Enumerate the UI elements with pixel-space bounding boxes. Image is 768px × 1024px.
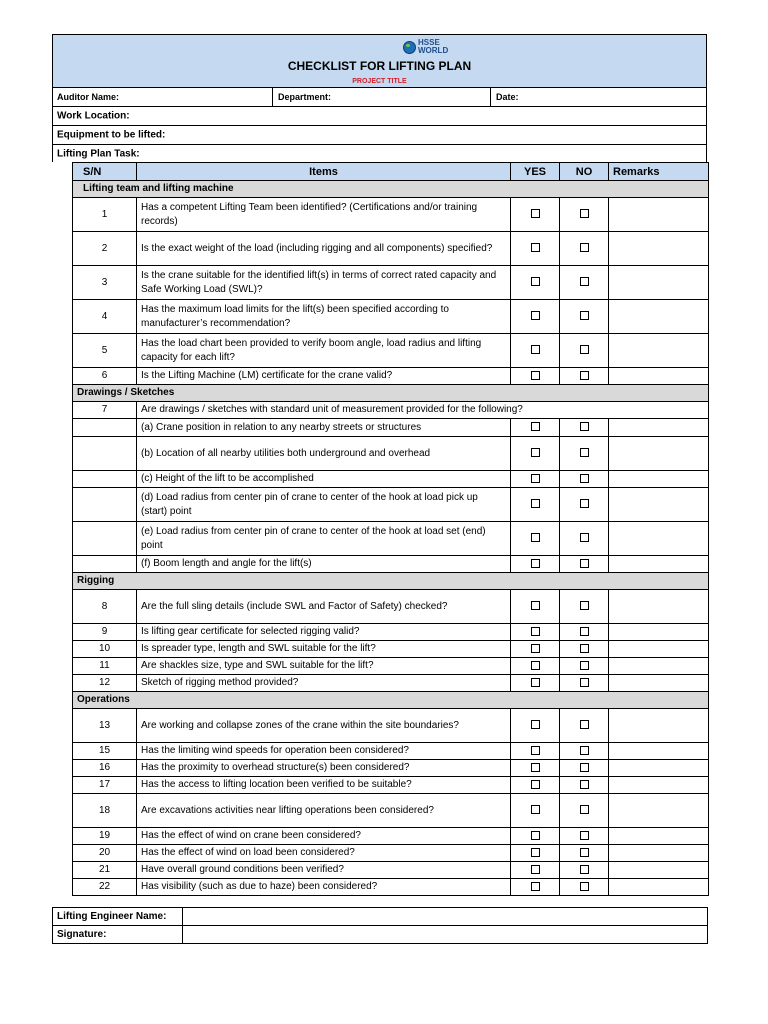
yes-checkbox[interactable] (531, 627, 540, 636)
yes-checkbox[interactable] (531, 865, 540, 874)
auditor-name-label: Auditor Name: (57, 92, 120, 102)
row-sn: 9 (73, 624, 137, 641)
table-row (73, 641, 709, 658)
no-checkbox[interactable] (580, 865, 589, 874)
table-row (73, 828, 709, 845)
yes-checkbox[interactable] (531, 746, 540, 755)
remarks-field[interactable] (609, 794, 709, 828)
no-cell (560, 266, 609, 300)
column-sn: S/N (73, 163, 137, 181)
yes-checkbox[interactable] (531, 311, 540, 320)
yes-cell (511, 556, 560, 573)
no-cell (560, 522, 609, 556)
no-cell (560, 760, 609, 777)
document-header (52, 34, 707, 88)
row-item-text: Is the crane suitable for the identified lift(s) in terms of correct rated capacity and Safe Working Load (SWL)? (137, 266, 511, 300)
no-cell (560, 777, 609, 794)
no-checkbox[interactable] (580, 746, 589, 755)
yes-checkbox[interactable] (531, 474, 540, 483)
row-sn (73, 556, 137, 573)
yes-cell (511, 641, 560, 658)
row-sn: 8 (73, 590, 137, 624)
row-sn: 2 (73, 232, 137, 266)
yes-cell (511, 760, 560, 777)
no-cell (560, 709, 609, 743)
no-checkbox[interactable] (580, 533, 589, 542)
row-sn: 17 (73, 777, 137, 794)
equipment-row (52, 126, 707, 145)
remarks-field[interactable] (609, 368, 709, 385)
table-row (73, 777, 709, 794)
remarks-field[interactable] (609, 845, 709, 862)
table-row (73, 624, 709, 641)
no-cell (560, 556, 609, 573)
no-checkbox[interactable] (580, 661, 589, 670)
yes-cell (511, 266, 560, 300)
row-sn (73, 419, 137, 437)
column-yes: YES (511, 163, 560, 181)
remarks-field[interactable] (609, 709, 709, 743)
table-row (73, 198, 709, 232)
row-sn: 1 (73, 198, 137, 232)
row-sn (73, 471, 137, 488)
table-row (73, 334, 709, 368)
row-sn: 18 (73, 794, 137, 828)
no-checkbox[interactable] (580, 848, 589, 857)
row-sn (73, 488, 137, 522)
row-item-text: (b) Location of all nearby utilities both underground and overhead (137, 437, 511, 471)
no-cell (560, 368, 609, 385)
yes-cell (511, 879, 560, 896)
yes-checkbox[interactable] (531, 559, 540, 568)
remarks-field[interactable] (609, 419, 709, 437)
remarks-field[interactable] (609, 624, 709, 641)
remarks-field[interactable] (609, 658, 709, 675)
yes-cell (511, 198, 560, 232)
yes-checkbox[interactable] (531, 678, 540, 687)
remarks-field[interactable] (609, 471, 709, 488)
project-title: PROJECT TITLE (352, 78, 407, 85)
no-checkbox[interactable] (580, 243, 589, 252)
table-row (73, 402, 709, 419)
checklist-body (73, 181, 709, 896)
row-item-text: Have overall ground conditions been verified? (137, 862, 511, 879)
table-row (73, 658, 709, 675)
yes-checkbox[interactable] (531, 448, 540, 457)
no-cell (560, 879, 609, 896)
column-items: Items (137, 163, 511, 181)
row-item-text: Sketch of rigging method provided? (137, 675, 511, 692)
no-checkbox[interactable] (580, 678, 589, 687)
logo-line-1: HSSE (418, 38, 440, 47)
table-row (73, 471, 709, 488)
row-item-text: Has the proximity to overhead structure(s) been considered? (137, 760, 511, 777)
no-checkbox[interactable] (580, 601, 589, 610)
row-item-text: (c) Height of the lift to be accomplished (137, 471, 511, 488)
table-row (73, 845, 709, 862)
yes-cell (511, 522, 560, 556)
yes-checkbox[interactable] (531, 422, 540, 431)
yes-checkbox[interactable] (531, 533, 540, 542)
row-item-text: Has the load chart been provided to verify boom angle, load radius and lifting capacity for each lift? (137, 334, 511, 368)
no-cell (560, 232, 609, 266)
row-sn: 22 (73, 879, 137, 896)
no-checkbox[interactable] (580, 720, 589, 729)
table-row (73, 488, 709, 522)
section-header-row (73, 573, 709, 590)
row-sn: 12 (73, 675, 137, 692)
row-item-text: Is lifting gear certificate for selected rigging valid? (137, 624, 511, 641)
table-row (73, 266, 709, 300)
remarks-field[interactable] (609, 488, 709, 522)
remarks-field[interactable] (609, 198, 709, 232)
row-sn: 11 (73, 658, 137, 675)
section-title: Operations (73, 692, 709, 709)
table-row (73, 709, 709, 743)
table-row (73, 760, 709, 777)
row-sn: 6 (73, 368, 137, 385)
remarks-field[interactable] (609, 641, 709, 658)
yes-checkbox[interactable] (531, 345, 540, 354)
yes-checkbox[interactable] (531, 601, 540, 610)
logo-line-2: WORLD (418, 46, 449, 55)
lifting-engineer-field[interactable] (183, 908, 708, 926)
signoff-table (52, 907, 708, 944)
yes-checkbox[interactable] (531, 805, 540, 814)
row-item-text: Is the exact weight of the load (including rigging and all components) specified? (137, 232, 511, 266)
yes-cell (511, 471, 560, 488)
table-header-row (73, 163, 709, 181)
yes-checkbox[interactable] (531, 780, 540, 789)
engineer-row (53, 908, 708, 926)
yes-checkbox[interactable] (531, 277, 540, 286)
remarks-field[interactable] (609, 760, 709, 777)
no-checkbox[interactable] (580, 371, 589, 380)
remarks-field[interactable] (609, 334, 709, 368)
section-title: Lifting team and lifting machine (73, 181, 709, 198)
auditor-row (52, 88, 707, 107)
row-item-text: Has a competent Lifting Team been identified? (Certifications and/or training records) (137, 198, 511, 232)
remarks-field[interactable] (609, 300, 709, 334)
table-row (73, 419, 709, 437)
work-location-row (52, 107, 707, 126)
no-checkbox[interactable] (580, 780, 589, 789)
table-row (73, 556, 709, 573)
row-item-text: Are the full sling details (include SWL and Factor of Safety) checked? (137, 590, 511, 624)
no-checkbox[interactable] (580, 209, 589, 218)
no-cell (560, 300, 609, 334)
no-cell (560, 419, 609, 437)
yes-cell (511, 300, 560, 334)
yes-checkbox[interactable] (531, 763, 540, 772)
row-item-text: Are excavations activities near lifting operations been considered? (137, 794, 511, 828)
row-item-text: Has the maximum load limits for the lift(s) been specified according to manufacturer’s recommendation? (137, 300, 511, 334)
yes-checkbox[interactable] (531, 209, 540, 218)
no-cell (560, 471, 609, 488)
row-item-text: Has the effect of wind on load been considered? (137, 845, 511, 862)
row-item-text: Has the access to lifting location been verified to be suitable? (137, 777, 511, 794)
no-checkbox[interactable] (580, 474, 589, 483)
yes-cell (511, 675, 560, 692)
document-title: CHECKLIST FOR LIFTING PLAN (287, 59, 472, 73)
no-cell (560, 658, 609, 675)
table-row (73, 794, 709, 828)
no-checkbox[interactable] (580, 499, 589, 508)
row-sn: 10 (73, 641, 137, 658)
section-title: Rigging (73, 573, 709, 590)
no-cell (560, 334, 609, 368)
yes-cell (511, 777, 560, 794)
no-checkbox[interactable] (580, 311, 589, 320)
table-row (73, 368, 709, 385)
checklist-table (72, 162, 709, 896)
yes-cell (511, 437, 560, 471)
yes-checkbox[interactable] (531, 848, 540, 857)
divider (272, 88, 273, 106)
no-cell (560, 437, 609, 471)
table-row (73, 879, 709, 896)
remarks-field[interactable] (609, 266, 709, 300)
remarks-field[interactable] (609, 437, 709, 471)
department-label: Department: (278, 92, 332, 102)
column-no: NO (560, 163, 609, 181)
table-row (73, 300, 709, 334)
divider (490, 88, 491, 106)
table-row (73, 522, 709, 556)
no-cell (560, 590, 609, 624)
no-checkbox[interactable] (580, 277, 589, 286)
yes-cell (511, 709, 560, 743)
no-checkbox[interactable] (580, 422, 589, 431)
row-sn: 5 (73, 334, 137, 368)
row-sn: 16 (73, 760, 137, 777)
yes-checkbox[interactable] (531, 243, 540, 252)
task-row (52, 145, 707, 162)
no-cell (560, 675, 609, 692)
signature-label: Signature: (53, 926, 183, 944)
yes-checkbox[interactable] (531, 499, 540, 508)
yes-cell (511, 845, 560, 862)
yes-cell (511, 334, 560, 368)
row-sn (73, 522, 137, 556)
yes-cell (511, 419, 560, 437)
hsse-world-logo (403, 38, 448, 56)
row-sn: 20 (73, 845, 137, 862)
yes-cell (511, 743, 560, 760)
remarks-field[interactable] (609, 556, 709, 573)
no-checkbox[interactable] (580, 805, 589, 814)
yes-checkbox[interactable] (531, 371, 540, 380)
yes-cell (511, 828, 560, 845)
yes-cell (511, 658, 560, 675)
no-checkbox[interactable] (580, 345, 589, 354)
yes-checkbox[interactable] (531, 720, 540, 729)
work-location-label: Work Location: (57, 110, 130, 122)
no-checkbox[interactable] (580, 882, 589, 891)
row-item-text: (e) Load radius from center pin of crane to center of the hook at load set (end) point (137, 522, 511, 556)
row-sn: 3 (73, 266, 137, 300)
column-remarks: Remarks (609, 163, 709, 181)
remarks-field[interactable] (609, 777, 709, 794)
row-sn (73, 437, 137, 471)
no-cell (560, 828, 609, 845)
row-item-text: (f) Boom length and angle for the lift(s) (137, 556, 511, 573)
row-item-text: Is spreader type, length and SWL suitable for the lift? (137, 641, 511, 658)
yes-cell (511, 590, 560, 624)
remarks-field[interactable] (609, 743, 709, 760)
remarks-field[interactable] (609, 862, 709, 879)
yes-cell (511, 232, 560, 266)
table-row (73, 232, 709, 266)
yes-cell (511, 488, 560, 522)
yes-checkbox[interactable] (531, 882, 540, 891)
date-label: Date: (496, 92, 519, 102)
row-sn: 19 (73, 828, 137, 845)
row-sn: 21 (73, 862, 137, 879)
yes-checkbox[interactable] (531, 661, 540, 670)
globe-icon (403, 41, 416, 54)
section-header-row (73, 385, 709, 402)
row-sn: 4 (73, 300, 137, 334)
yes-checkbox[interactable] (531, 644, 540, 653)
row-sn: 7 (73, 402, 137, 419)
table-row (73, 437, 709, 471)
table-row (73, 743, 709, 760)
no-cell (560, 641, 609, 658)
yes-cell (511, 624, 560, 641)
no-checkbox[interactable] (580, 763, 589, 772)
no-cell (560, 624, 609, 641)
remarks-field[interactable] (609, 828, 709, 845)
no-checkbox[interactable] (580, 831, 589, 840)
row-item-text: Has visibility (such as due to haze) been considered? (137, 879, 511, 896)
section-header-row (73, 181, 709, 198)
no-checkbox[interactable] (580, 627, 589, 636)
no-cell (560, 198, 609, 232)
table-row (73, 675, 709, 692)
signature-row (53, 926, 708, 944)
no-checkbox[interactable] (580, 644, 589, 653)
row-item-text: Are working and collapse zones of the crane within the site boundaries? (137, 709, 511, 743)
row-sn: 13 (73, 709, 137, 743)
yes-checkbox[interactable] (531, 831, 540, 840)
signature-field[interactable] (183, 926, 708, 944)
no-cell (560, 862, 609, 879)
section-title: Drawings / Sketches (73, 385, 709, 402)
remarks-field[interactable] (609, 232, 709, 266)
row-item-text: (a) Crane position in relation to any nearby streets or structures (137, 419, 511, 437)
no-checkbox[interactable] (580, 559, 589, 568)
row-item-text: Has the effect of wind on crane been considered? (137, 828, 511, 845)
row-sn: 15 (73, 743, 137, 760)
remarks-field[interactable] (609, 522, 709, 556)
remarks-field[interactable] (609, 879, 709, 896)
yes-cell (511, 368, 560, 385)
no-cell (560, 845, 609, 862)
yes-cell (511, 862, 560, 879)
section-header-row (73, 692, 709, 709)
table-row (73, 590, 709, 624)
row-item-text: (d) Load radius from center pin of crane to center of the hook at load pick up (start) point (137, 488, 511, 522)
lifting-plan-task-label: Lifting Plan Task: (57, 148, 140, 159)
no-cell (560, 743, 609, 760)
row-item-text: Are drawings / sketches with standard unit of measurement provided for the following? (137, 402, 709, 419)
table-row (73, 862, 709, 879)
no-checkbox[interactable] (580, 448, 589, 457)
no-cell (560, 794, 609, 828)
row-item-text: Has the limiting wind speeds for operation been considered? (137, 743, 511, 760)
equipment-label: Equipment to be lifted: (57, 129, 166, 141)
row-item-text: Is the Lifting Machine (LM) certificate for the crane valid? (137, 368, 511, 385)
lifting-engineer-label: Lifting Engineer Name: (53, 908, 183, 926)
remarks-field[interactable] (609, 590, 709, 624)
row-item-text: Are shackles size, type and SWL suitable for the lift? (137, 658, 511, 675)
yes-cell (511, 794, 560, 828)
remarks-field[interactable] (609, 675, 709, 692)
no-cell (560, 488, 609, 522)
